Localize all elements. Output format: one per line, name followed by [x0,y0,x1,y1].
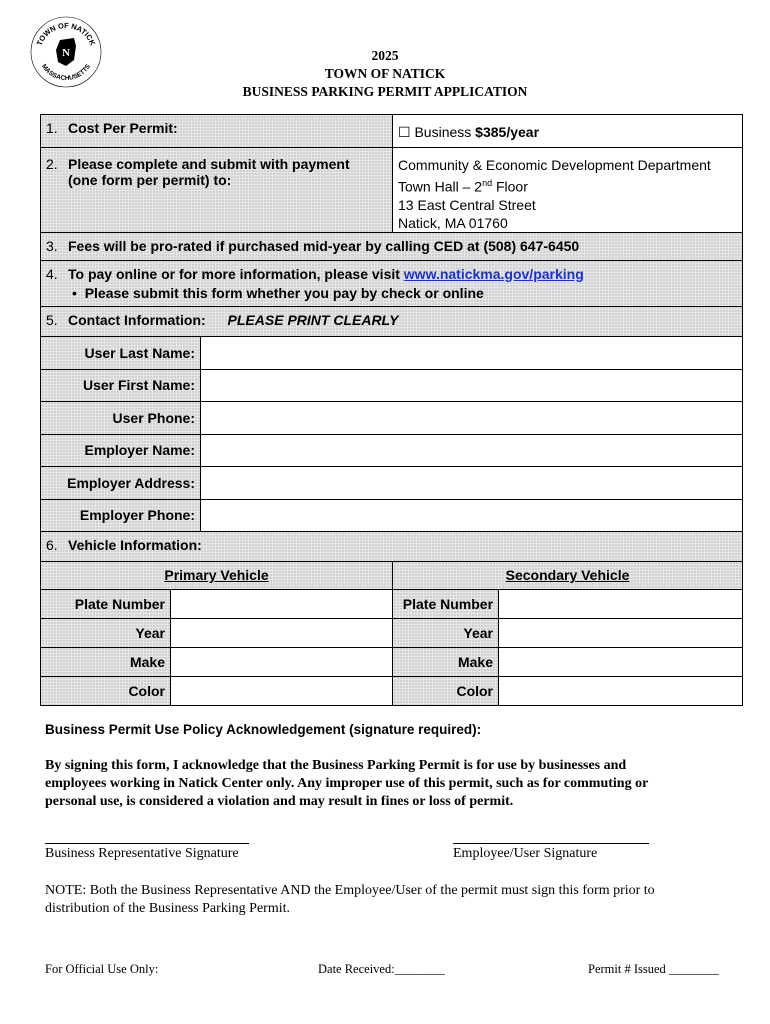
primary-color-label: Color [41,676,171,705]
form-title: BUSINESS PARKING PERMIT APPLICATION [242,84,528,99]
note-text: NOTE: Both the Business Representative AND the Employee/User of the permit must sign this form prior to distribution of the Business Parking Permit. [45,883,655,916]
primary-color-input[interactable] [171,676,393,705]
primary-make-input[interactable] [171,647,393,676]
policy-text: By signing this form, I acknowledge that the Business Parking Permit is for use by businesses and employees working in Natick Center only. Any improper use of this permit, such as for commuting or personal use, is considered a violation and may result in fines or loss of permit. [45,758,649,809]
pay-online-cell: 4. To pay online or for more information, please visit www.natickma.gov/parking • Please submit this form whether you pay by check or online [41,260,743,306]
vehicle-row [41,618,743,647]
official-use-label: For Official Use Only: [45,962,159,976]
user-last-name-input[interactable] [201,336,743,369]
date-received-field[interactable]: Date Received:________ [318,962,445,976]
vehicle-row [41,676,743,705]
primary-plate-label: Plate Number [41,589,171,618]
cost-label-cell: 1. Cost Per Permit: [41,115,393,148]
town-name: TOWN OF NATICK [324,66,446,81]
secondary-plate-input[interactable] [499,589,743,618]
form-year: 2025 [371,48,399,63]
secondary-year-input[interactable] [499,618,743,647]
employer-address-input[interactable] [201,466,743,499]
submit-label-cell: 2. Please complete and submit with payment (one form per permit) to: [41,148,393,233]
user-last-name-label: User Last Name: [41,336,201,369]
user-first-name-input[interactable] [201,369,743,401]
primary-year-input[interactable] [171,618,393,647]
contact-header-row [41,306,743,336]
cost-option-cell: ☐ Business $385/year [393,115,743,148]
vehicle-row [41,647,743,676]
employer-name-label: Employer Name: [41,434,201,466]
submit-address-cell: Community & Economic Development Department Town Hall – 2nd Floor 13 East Central Street Natick, MA 01760 [393,148,743,233]
user-signature-label: Employee/User Signature [453,846,598,861]
secondary-plate-label: Plate Number [393,589,499,618]
vehicle-subheader-row [41,561,743,589]
employer-address-label: Employer Address: [41,466,201,499]
vehicle-row [41,589,743,618]
user-phone-label: User Phone: [41,401,201,434]
pay-online-row [41,260,743,306]
application-form-table [40,114,743,706]
fees-cell: 3. Fees will be pro-rated if purchased mid-year by calling CED at (508) 647-6450 [41,232,743,260]
secondary-make-input[interactable] [499,647,743,676]
contact-row [41,369,743,401]
secondary-color-input[interactable] [499,676,743,705]
svg-text:N: N [62,47,70,59]
secondary-vehicle-heading: Secondary Vehicle [393,561,743,589]
contact-row [41,434,743,466]
business-checkbox[interactable]: ☐ [398,124,411,140]
vehicle-header-row [41,531,743,561]
employer-name-input[interactable] [201,434,743,466]
primary-vehicle-heading: Primary Vehicle [41,561,393,589]
user-signature-line[interactable] [453,843,649,844]
submit-row [41,148,743,233]
parking-website-link[interactable]: www.natickma.gov/parking [403,265,584,282]
svg-text:MASSACHUSETTS: MASSACHUSETTS [39,63,92,83]
secondary-make-label: Make [393,647,499,676]
contact-header-cell: 5. Contact Information: PLEASE PRINT CLEARLY [41,306,743,336]
rep-signature-label: Business Representative Signature [45,846,239,861]
cost-row [41,115,743,148]
employer-phone-input[interactable] [201,499,743,531]
primary-make-label: Make [41,647,171,676]
user-first-name-label: User First Name: [41,369,201,401]
svg-text:TOWN OF NATICK: TOWN OF NATICK [34,20,98,47]
permit-issued-field[interactable]: Permit # Issued ________ [588,962,719,976]
fees-row [41,232,743,260]
rep-signature-line[interactable] [45,843,249,844]
secondary-year-label: Year [393,618,499,647]
contact-row [41,466,743,499]
primary-plate-input[interactable] [171,589,393,618]
contact-row [41,499,743,531]
contact-row [41,336,743,369]
primary-year-label: Year [41,618,171,647]
contact-row [41,401,743,434]
vehicle-header-cell: 6. Vehicle Information: [41,531,743,561]
secondary-color-label: Color [393,676,499,705]
employer-phone-label: Employer Phone: [41,499,201,531]
user-phone-input[interactable] [201,401,743,434]
policy-heading: Business Permit Use Policy Acknowledgement (signature required): [45,722,482,737]
